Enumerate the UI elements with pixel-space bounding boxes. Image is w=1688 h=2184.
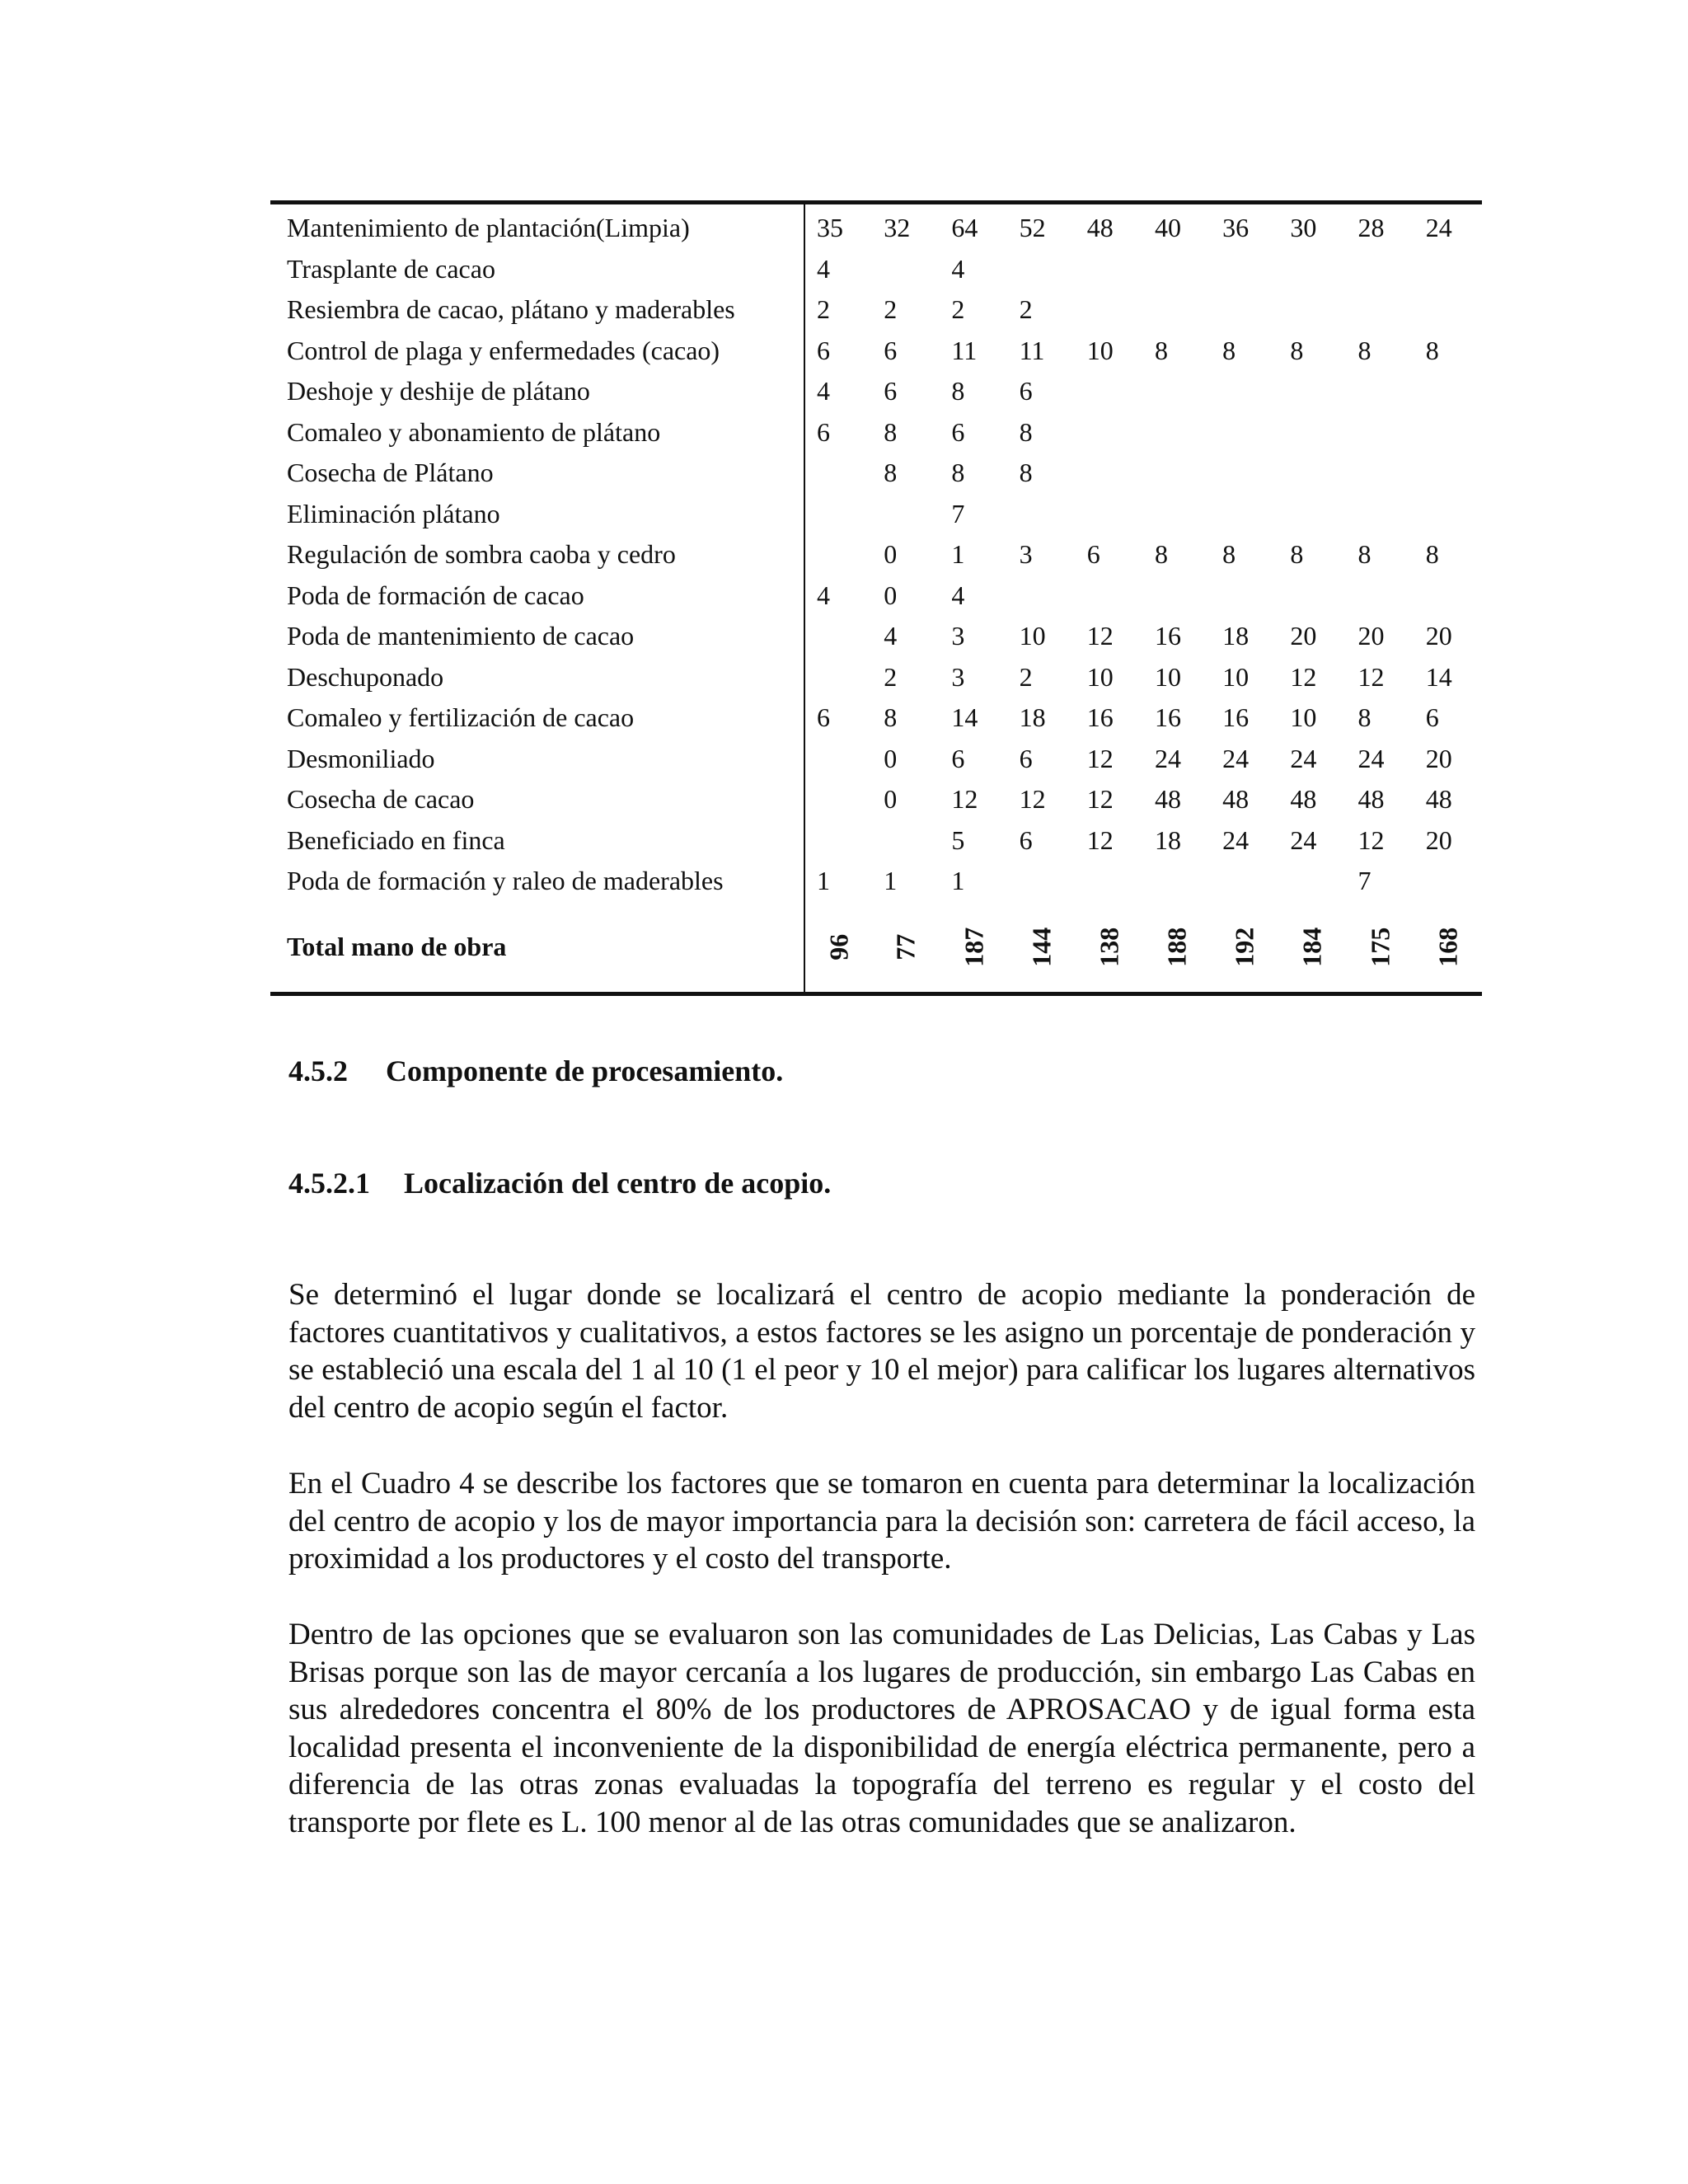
value-cell <box>1211 453 1278 494</box>
value-cell: 20 <box>1425 743 1452 773</box>
value-cell: 8 <box>1425 539 1439 569</box>
value-cell: 6 <box>951 416 965 447</box>
value-cell: 0 <box>884 784 898 814</box>
value-cell <box>1347 494 1414 535</box>
value-cell: 10 <box>1222 661 1250 692</box>
value-cell <box>1278 371 1346 412</box>
value-cell <box>1278 575 1346 617</box>
table-row <box>270 779 1482 820</box>
value-cell: 36 <box>1222 213 1250 242</box>
value-cell: 7 <box>951 498 965 528</box>
value-cell <box>1414 412 1482 453</box>
value-cell: 0 <box>884 580 898 610</box>
value-cell: 48 <box>1290 784 1317 814</box>
value-cell: 8 <box>1154 539 1168 569</box>
subsection-number: 4.5.2.1 <box>288 1167 370 1200</box>
value-cell: 12 <box>1086 824 1114 855</box>
value-cell <box>1143 453 1211 494</box>
value-cell: 8 <box>1357 539 1372 569</box>
value-cell: 8 <box>1425 335 1439 365</box>
value-cell: 4 <box>951 580 965 610</box>
value-cell: 24 <box>1222 824 1250 855</box>
table-row <box>270 289 1482 331</box>
value-cell: 6 <box>817 335 831 365</box>
value-cell: 16 <box>1222 702 1250 732</box>
value-cell: 48 <box>1425 784 1452 814</box>
value-cell: 48 <box>1357 784 1385 814</box>
total-row <box>270 902 1482 994</box>
labor-table-wrapper <box>270 200 1482 996</box>
total-value-cell <box>1211 902 1278 994</box>
value-cell: 4 <box>817 376 831 406</box>
value-cell <box>1143 412 1211 453</box>
activity-cell: Eliminación plátano <box>270 494 804 535</box>
value-cell <box>1278 289 1346 331</box>
value-cell <box>1414 249 1482 290</box>
value-cell: 48 <box>1086 213 1114 242</box>
value-cell <box>1076 412 1143 453</box>
value-cell <box>1008 575 1076 617</box>
activity-cell: Regulación de sombra caoba y cedro <box>270 534 804 575</box>
table-row <box>270 331 1482 372</box>
value-cell: 16 <box>1154 702 1181 732</box>
value-cell: 8 <box>951 376 965 406</box>
value-cell: 10 <box>1290 702 1317 732</box>
section-title: Componente de procesamiento. <box>386 1054 784 1087</box>
value-cell <box>1414 575 1482 617</box>
value-cell: 8 <box>1222 539 1236 569</box>
value-cell: 6 <box>884 335 898 365</box>
value-cell <box>804 657 872 698</box>
activity-cell: Mantenimiento de plantación(Limpia) <box>270 203 804 249</box>
activity-cell: Cosecha de cacao <box>270 779 804 820</box>
value-cell <box>1143 494 1211 535</box>
value-cell <box>1211 575 1278 617</box>
value-cell: 52 <box>1019 213 1046 242</box>
value-cell <box>1008 249 1076 290</box>
value-cell <box>1278 861 1346 902</box>
value-cell <box>1211 249 1278 290</box>
value-cell: 6 <box>1019 376 1033 406</box>
value-cell: 1 <box>951 866 965 895</box>
total-value: 187 <box>958 927 988 967</box>
value-cell <box>1143 289 1211 331</box>
value-cell <box>1278 412 1346 453</box>
value-cell: 8 <box>1222 335 1236 365</box>
value-cell: 10 <box>1086 335 1114 365</box>
value-cell <box>1347 412 1414 453</box>
value-cell: 20 <box>1290 621 1317 651</box>
value-cell <box>1076 453 1143 494</box>
activity-cell: Beneficiado en finca <box>270 820 804 862</box>
value-cell: 3 <box>1019 539 1033 569</box>
value-cell: 10 <box>1086 661 1114 692</box>
value-cell: 24 <box>1290 824 1317 855</box>
value-cell <box>1414 494 1482 535</box>
value-cell: 2 <box>884 661 898 692</box>
subsection-heading <box>288 1166 831 1200</box>
value-cell <box>1211 289 1278 331</box>
total-value-cell <box>1414 902 1482 994</box>
value-cell: 12 <box>1086 784 1114 814</box>
value-cell: 8 <box>884 458 898 487</box>
value-cell: 12 <box>1357 824 1385 855</box>
paragraph-3: Dentro de las opciones que se evaluaron son las comunidades de Las Delicias, Las Cabas y Las Brisas porque son las de mayor cercanía a los lugares de producción, sin embargo Las Cabas en sus alrededores concentra el 80% de los productores de APROSACAO y de igual forma esta localidad presenta el inconveniente de la disponibilidad de energía eléctrica permanente, pero a diferencia de las otras zonas evaluadas la topografía del terreno es regular y el costo del transporte por flete es L. 100 menor al de las otras comunidades que se analizaron. <box>288 1618 1475 1839</box>
value-cell <box>1143 249 1211 290</box>
value-cell: 6 <box>1019 743 1033 773</box>
value-cell <box>1211 371 1278 412</box>
value-cell: 6 <box>884 376 898 406</box>
value-cell <box>1076 289 1143 331</box>
value-cell <box>872 820 940 862</box>
value-cell: 3 <box>951 621 965 651</box>
table-row <box>270 575 1482 617</box>
value-cell: 28 <box>1357 213 1385 242</box>
table-row <box>270 249 1482 290</box>
table-row <box>270 616 1482 657</box>
value-cell <box>804 453 872 494</box>
table-row <box>270 657 1482 698</box>
table-row <box>270 494 1482 535</box>
subsection-title: Localización del centro de acopio. <box>404 1167 832 1200</box>
total-value: 77 <box>890 933 921 960</box>
value-cell: 30 <box>1290 213 1317 242</box>
value-cell <box>1076 575 1143 617</box>
value-cell <box>1008 861 1076 902</box>
value-cell <box>1414 453 1482 494</box>
value-cell: 4 <box>817 580 831 610</box>
total-value: 175 <box>1364 927 1395 967</box>
total-value-cell <box>872 902 940 994</box>
value-cell: 4 <box>884 621 898 651</box>
value-cell <box>804 739 872 780</box>
value-cell: 8 <box>1290 539 1304 569</box>
value-cell: 4 <box>951 253 965 284</box>
value-cell: 11 <box>951 335 978 365</box>
activity-cell: Comaleo y abonamiento de plátano <box>270 412 804 453</box>
value-cell <box>1211 861 1278 902</box>
value-cell: 64 <box>951 213 978 242</box>
value-cell: 0 <box>884 743 898 773</box>
total-value: 192 <box>1229 927 1259 967</box>
value-cell <box>1347 575 1414 617</box>
activity-cell: Comaleo y fertilización de cacao <box>270 697 804 739</box>
labor-table-body <box>270 203 1482 994</box>
value-cell: 6 <box>817 702 831 732</box>
total-value: 96 <box>823 933 853 960</box>
total-value: 138 <box>1094 927 1124 967</box>
table-row <box>270 697 1482 739</box>
total-value-cell <box>1008 902 1076 994</box>
total-value: 188 <box>1161 927 1192 967</box>
value-cell <box>804 779 872 820</box>
total-value-cell <box>804 902 872 994</box>
value-cell <box>1211 494 1278 535</box>
value-cell <box>804 616 872 657</box>
paragraph-2: En el Cuadro 4 se describe los factores que se tomaron en cuenta para determinar la localización del centro de acopio y los de mayor importancia para la decisión son: carretera de fácil acceso, la proximidad a los productores y el costo del transporte. <box>288 1467 1475 1576</box>
value-cell: 8 <box>884 702 898 732</box>
value-cell: 6 <box>951 743 965 773</box>
value-cell: 2 <box>817 294 831 324</box>
total-value-cell <box>1347 902 1414 994</box>
value-cell <box>1076 494 1143 535</box>
value-cell: 8 <box>1357 335 1372 365</box>
value-cell <box>872 249 940 290</box>
table-row <box>270 534 1482 575</box>
total-value: 184 <box>1296 927 1327 967</box>
value-cell <box>872 494 940 535</box>
value-cell: 18 <box>1019 702 1046 732</box>
value-cell: 12 <box>1086 743 1114 773</box>
value-cell <box>1347 453 1414 494</box>
value-cell: 8 <box>1019 416 1033 447</box>
value-cell: 8 <box>1357 702 1372 732</box>
value-cell: 10 <box>1154 661 1181 692</box>
value-cell: 12 <box>1019 784 1046 814</box>
total-value-cell <box>1076 902 1143 994</box>
value-cell <box>804 820 872 862</box>
section-heading <box>288 1054 783 1088</box>
value-cell: 48 <box>1154 784 1181 814</box>
value-cell: 0 <box>884 539 898 569</box>
activity-cell: Trasplante de cacao <box>270 249 804 290</box>
value-cell <box>1347 249 1414 290</box>
value-cell: 2 <box>1019 661 1033 692</box>
value-cell: 8 <box>1154 335 1168 365</box>
value-cell <box>1414 289 1482 331</box>
value-cell: 2 <box>951 294 965 324</box>
value-cell <box>1278 249 1346 290</box>
value-cell: 10 <box>1019 621 1046 651</box>
activity-cell: Poda de formación y raleo de maderables <box>270 861 804 902</box>
value-cell: 4 <box>817 253 831 284</box>
value-cell: 8 <box>951 458 965 487</box>
table-row <box>270 371 1482 412</box>
value-cell: 8 <box>1019 458 1033 487</box>
table-row <box>270 820 1482 862</box>
total-value: 168 <box>1432 927 1463 967</box>
activity-cell: Desmoniliado <box>270 739 804 780</box>
value-cell <box>1347 289 1414 331</box>
value-cell: 12 <box>1357 661 1385 692</box>
value-cell <box>1143 861 1211 902</box>
total-value: 144 <box>1025 927 1056 967</box>
value-cell <box>1076 861 1143 902</box>
value-cell: 7 <box>1357 866 1372 895</box>
value-cell: 1 <box>951 539 965 569</box>
value-cell <box>1008 494 1076 535</box>
value-cell: 24 <box>1154 743 1181 773</box>
activity-cell: Deschuponado <box>270 657 804 698</box>
value-cell <box>1143 371 1211 412</box>
table-row <box>270 739 1482 780</box>
value-cell: 5 <box>951 824 965 855</box>
value-cell: 18 <box>1222 621 1250 651</box>
activity-cell: Cosecha de Plátano <box>270 453 804 494</box>
value-cell <box>1076 371 1143 412</box>
value-cell: 20 <box>1425 621 1452 651</box>
total-label: Total mano de obra <box>270 902 804 994</box>
value-cell <box>1278 453 1346 494</box>
value-cell: 18 <box>1154 824 1181 855</box>
value-cell: 8 <box>1290 335 1304 365</box>
value-cell: 14 <box>951 702 978 732</box>
value-cell: 8 <box>884 416 898 447</box>
activity-cell: Poda de formación de cacao <box>270 575 804 617</box>
total-value-cell <box>1143 902 1211 994</box>
activity-cell: Poda de mantenimiento de cacao <box>270 616 804 657</box>
value-cell <box>804 494 872 535</box>
value-cell: 24 <box>1357 743 1385 773</box>
value-cell: 32 <box>884 213 911 242</box>
value-cell <box>804 534 872 575</box>
value-cell: 12 <box>1086 621 1114 651</box>
value-cell <box>1414 371 1482 412</box>
value-cell: 24 <box>1290 743 1317 773</box>
value-cell: 20 <box>1357 621 1385 651</box>
value-cell: 14 <box>1425 661 1452 692</box>
value-cell <box>1211 412 1278 453</box>
value-cell: 16 <box>1154 621 1181 651</box>
value-cell: 2 <box>884 294 898 324</box>
value-cell: 6 <box>1019 824 1033 855</box>
value-cell <box>1076 249 1143 290</box>
value-cell: 11 <box>1019 335 1045 365</box>
value-cell: 2 <box>1019 294 1033 324</box>
total-value-cell <box>940 902 1007 994</box>
table-row <box>270 203 1482 249</box>
value-cell: 48 <box>1222 784 1250 814</box>
value-cell: 6 <box>1425 702 1439 732</box>
value-cell <box>1143 575 1211 617</box>
labor-table <box>270 200 1482 996</box>
value-cell: 6 <box>817 416 831 447</box>
value-cell: 40 <box>1154 213 1181 242</box>
value-cell: 16 <box>1086 702 1114 732</box>
paragraph-1: Se determinó el lugar donde se localizará el centro de acopio mediante la ponderación de factores cuantitativos y cualitativos, a estos factores se les asigno un porcentaje de ponderación y se estableció una escala del 1 al 10 (1 el peor y 10 el mejor) para calificar los lugares alternativos del centro de acopio según el factor. <box>288 1278 1475 1425</box>
value-cell: 35 <box>817 213 844 242</box>
value-cell <box>1347 371 1414 412</box>
value-cell: 24 <box>1425 213 1452 242</box>
value-cell: 12 <box>951 784 978 814</box>
value-cell: 6 <box>1086 539 1100 569</box>
table-row <box>270 861 1482 902</box>
activity-cell: Control de plaga y enfermedades (cacao) <box>270 331 804 372</box>
value-cell: 1 <box>817 866 831 895</box>
value-cell: 20 <box>1425 824 1452 855</box>
value-cell: 24 <box>1222 743 1250 773</box>
value-cell: 3 <box>951 661 965 692</box>
section-number: 4.5.2 <box>288 1054 348 1087</box>
value-cell <box>1414 861 1482 902</box>
activity-cell: Resiembra de cacao, plátano y maderables <box>270 289 804 331</box>
activity-cell: Deshoje y deshije de plátano <box>270 371 804 412</box>
value-cell: 1 <box>884 866 898 895</box>
table-row <box>270 412 1482 453</box>
value-cell <box>1278 494 1346 535</box>
table-row <box>270 453 1482 494</box>
total-value-cell <box>1278 902 1346 994</box>
value-cell: 12 <box>1290 661 1317 692</box>
